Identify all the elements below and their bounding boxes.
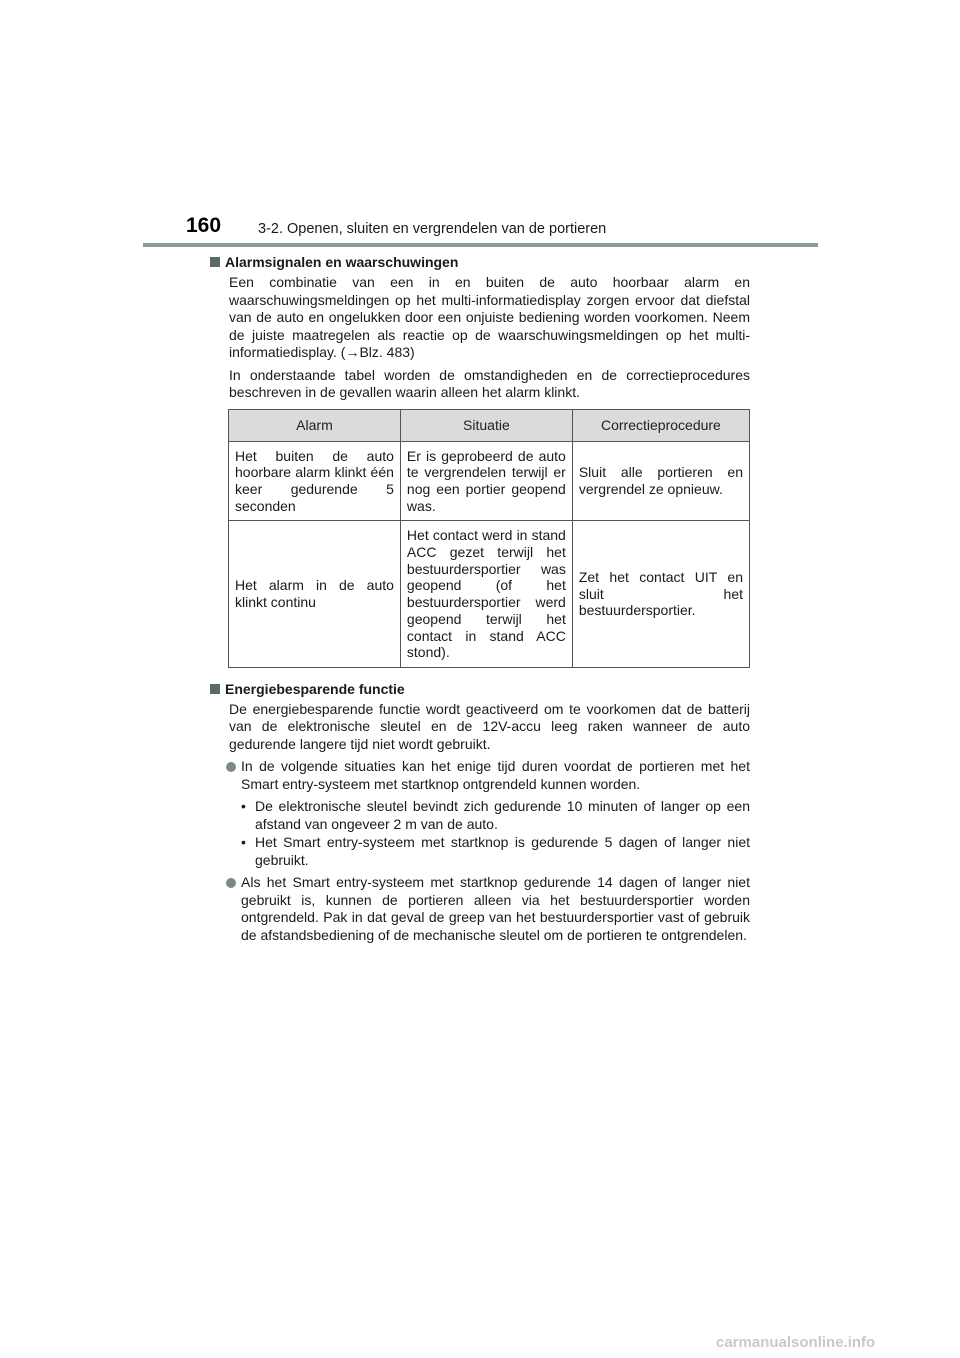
table-cell: Het contact werd in stand ACC gezet terwijl het bestuurdersportier was geopend (of het bestuurdersportier werd geopend terwijl het contact in stand ACC stond). bbox=[400, 521, 572, 668]
circle-bullet-icon bbox=[226, 762, 236, 772]
bullet-text: Als het Smart entry-systeem met startknop gedurende 14 dagen of langer niet gebruikt is, kunnen de portieren alleen via het bestuurdersportier worden ontgrendeld. Pak in dat geval de greep van het bestuurdersportier vast of gebruik de afstandsbediening of de mechanische sleutel om de portieren te ontgrendelen. bbox=[241, 874, 750, 943]
list-item bbox=[226, 758, 750, 793]
alarm-section-heading bbox=[210, 254, 750, 270]
table-cell: Er is geprobeerd de auto te vergrendelen terwijl er nog een portier geopend was. bbox=[400, 441, 572, 521]
table-cell: Het alarm in de auto klinkt continu bbox=[229, 521, 401, 668]
header-rule bbox=[143, 243, 818, 247]
alarm-table bbox=[228, 409, 750, 668]
table-header-row bbox=[229, 409, 750, 441]
sub-item-text: De elektronische sleutel bevindt zich gedurende 10 minuten of langer op een afstand van ongeveer 2 m van de auto. bbox=[255, 798, 750, 832]
table-row bbox=[229, 521, 750, 668]
table-cell: Zet het contact UIT en sluit het bestuurdersportier. bbox=[572, 521, 749, 668]
sub-item-text: Het Smart entry-systeem met startknop is gedurende 5 dagen of langer niet gebruikt. bbox=[255, 834, 750, 868]
square-bullet-icon bbox=[210, 684, 220, 694]
watermark: carmanualsonline.info bbox=[716, 1334, 876, 1351]
table-intro-paragraph: In onderstaande tabel worden de omstandigheden en de correctieprocedures beschreven in de gevallen waarin alleen het alarm klinkt. bbox=[229, 366, 750, 400]
page-content bbox=[210, 254, 750, 949]
square-bullet-icon bbox=[210, 257, 220, 267]
energy-paragraph: De energiebesparende functie wordt geactiveerd om te voorkomen dat de batterij van de elektronische sleutel en de 12V-accu leeg raken wanneer de auto gedurende langere tijd niet wordt gebruikt. bbox=[229, 700, 750, 752]
table-cell: Sluit alle portieren en vergrendel ze opnieuw. bbox=[572, 441, 749, 521]
table-cell: Het buiten de auto hoorbare alarm klinkt één keer gedurende 5 seconden bbox=[229, 441, 401, 521]
bullet-text: In de volgende situaties kan het enige tijd duren voordat de portieren met het Smart entry-systeem met startknop ontgrendeld kunnen worden. bbox=[241, 758, 750, 792]
energy-section-heading bbox=[210, 681, 750, 697]
alarm-intro-paragraph: Een combinatie van een in en buiten de auto hoorbaar alarm en waarschuwingsmeldingen op het multi-informatiedisplay zorgen ervoor dat diefstal van de auto en ongelukken door een onjuiste bediening worden voorkomen. Neem de juiste maatregelen als reactie op de waarschuwingsmeldingen op het multi-informatiedisplay. (→Blz. 483) bbox=[229, 274, 750, 360]
running-header: 3-2. Openen, sluiten en vergrendelen van de portieren bbox=[258, 221, 607, 237]
sub-list-item bbox=[241, 798, 750, 833]
dot-bullet-icon: • bbox=[241, 798, 246, 815]
page-number: 160 bbox=[186, 214, 222, 237]
energy-heading-text: Energiebesparende functie bbox=[225, 680, 405, 697]
circle-bullet-icon bbox=[226, 878, 236, 888]
table-row bbox=[229, 441, 750, 521]
column-header-correctieprocedure: Correctieprocedure bbox=[572, 409, 749, 441]
column-header-situatie: Situatie bbox=[400, 409, 572, 441]
alarm-heading-text: Alarmsignalen en waarschuwingen bbox=[225, 254, 459, 270]
column-header-alarm: Alarm bbox=[229, 409, 401, 441]
dot-bullet-icon: • bbox=[241, 834, 246, 851]
list-item bbox=[226, 874, 750, 944]
sub-list-item bbox=[241, 834, 750, 869]
